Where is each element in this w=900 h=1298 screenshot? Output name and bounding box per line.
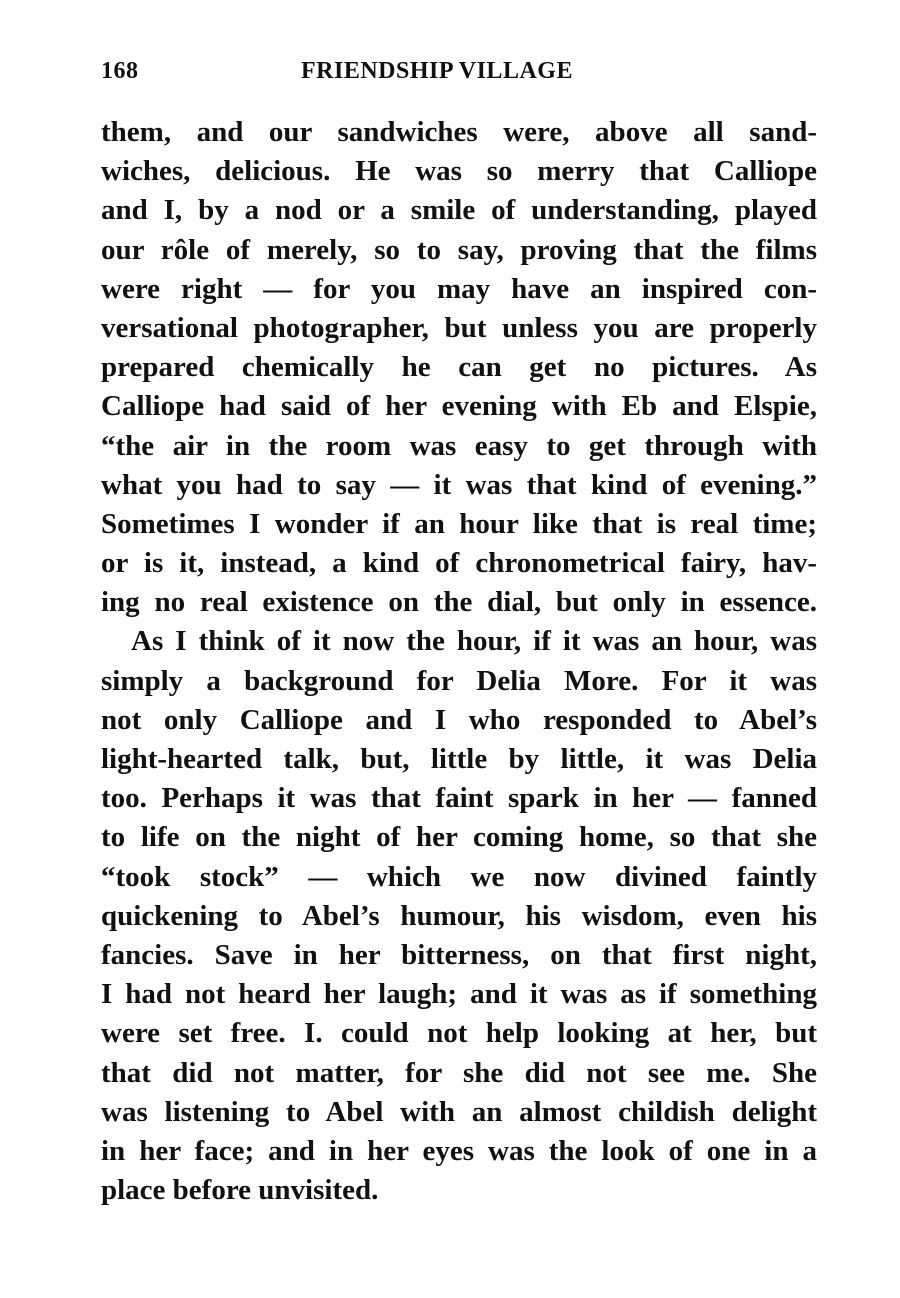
text-line: fancies. Save in her bitterness, on that first night, <box>101 938 817 971</box>
text-line: them, and our sandwiches were, above all sand- <box>101 116 817 148</box>
text-line: ing no real existence on the dial, but only in essence. <box>101 586 817 619</box>
text-line: not only Calliope and I who responded to Abel’s <box>101 703 817 736</box>
text-line: Sometimes I wonder if an hour like that is real time; <box>101 507 817 540</box>
paragraph-1 <box>101 113 817 622</box>
text-line: “took stock” — which we now divined faintly <box>101 860 817 893</box>
text-line: “the air in the room was easy to get through with <box>101 429 817 462</box>
text-line: light-hearted talk, but, little by little, it was Delia <box>101 743 817 775</box>
text-line: simply a background for Delia More. For it was <box>101 664 817 697</box>
text-line: quickening to Abel’s humour, his wisdom, even his <box>101 899 817 932</box>
running-title: FRIENDSHIP VILLAGE <box>301 58 573 84</box>
page-number: 168 <box>101 58 139 84</box>
text-line: too. Perhaps it was that faint spark in her — fanned <box>101 782 817 815</box>
text-line: were set free. I. could not help looking at her, but <box>101 1017 817 1050</box>
text-line: that did not matter, for she did not see me. She <box>101 1056 817 1089</box>
text-line: to life on the night of her coming home, so that she <box>101 821 817 854</box>
text-line: prepared chemically he can get no pictures. As <box>101 351 817 384</box>
text-line: versational photographer, but unless you are properly <box>101 311 817 344</box>
text-line: I had not heard her laugh; and it was as if something <box>101 978 817 1011</box>
text-line: As I think of it now the hour, if it was an hour, was <box>131 625 817 658</box>
text-line: wiches, delicious. He was so merry that Calliope <box>101 155 817 188</box>
text-line: were right — for you may have an inspired con- <box>101 272 817 305</box>
paragraph-2 <box>101 622 817 1210</box>
text-line: Calliope had said of her evening with Eb and Elspie, <box>101 390 817 423</box>
body-text <box>101 113 817 1210</box>
text-line: was listening to Abel with an almost childish delight <box>101 1095 817 1128</box>
text-line: in her face; and in her eyes was the look of one in a <box>101 1134 817 1167</box>
text-line: our rôle of merely, so to say, proving that the films <box>101 233 817 266</box>
text-line: and I, by a nod or a smile of understanding, played <box>101 194 817 227</box>
text-line: place before unvisited. <box>101 1174 379 1207</box>
page-header <box>101 58 817 90</box>
text-line: or is it, instead, a kind of chronometrical fairy, hav- <box>101 547 817 580</box>
text-line: what you had to say — it was that kind of evening.” <box>101 468 817 501</box>
